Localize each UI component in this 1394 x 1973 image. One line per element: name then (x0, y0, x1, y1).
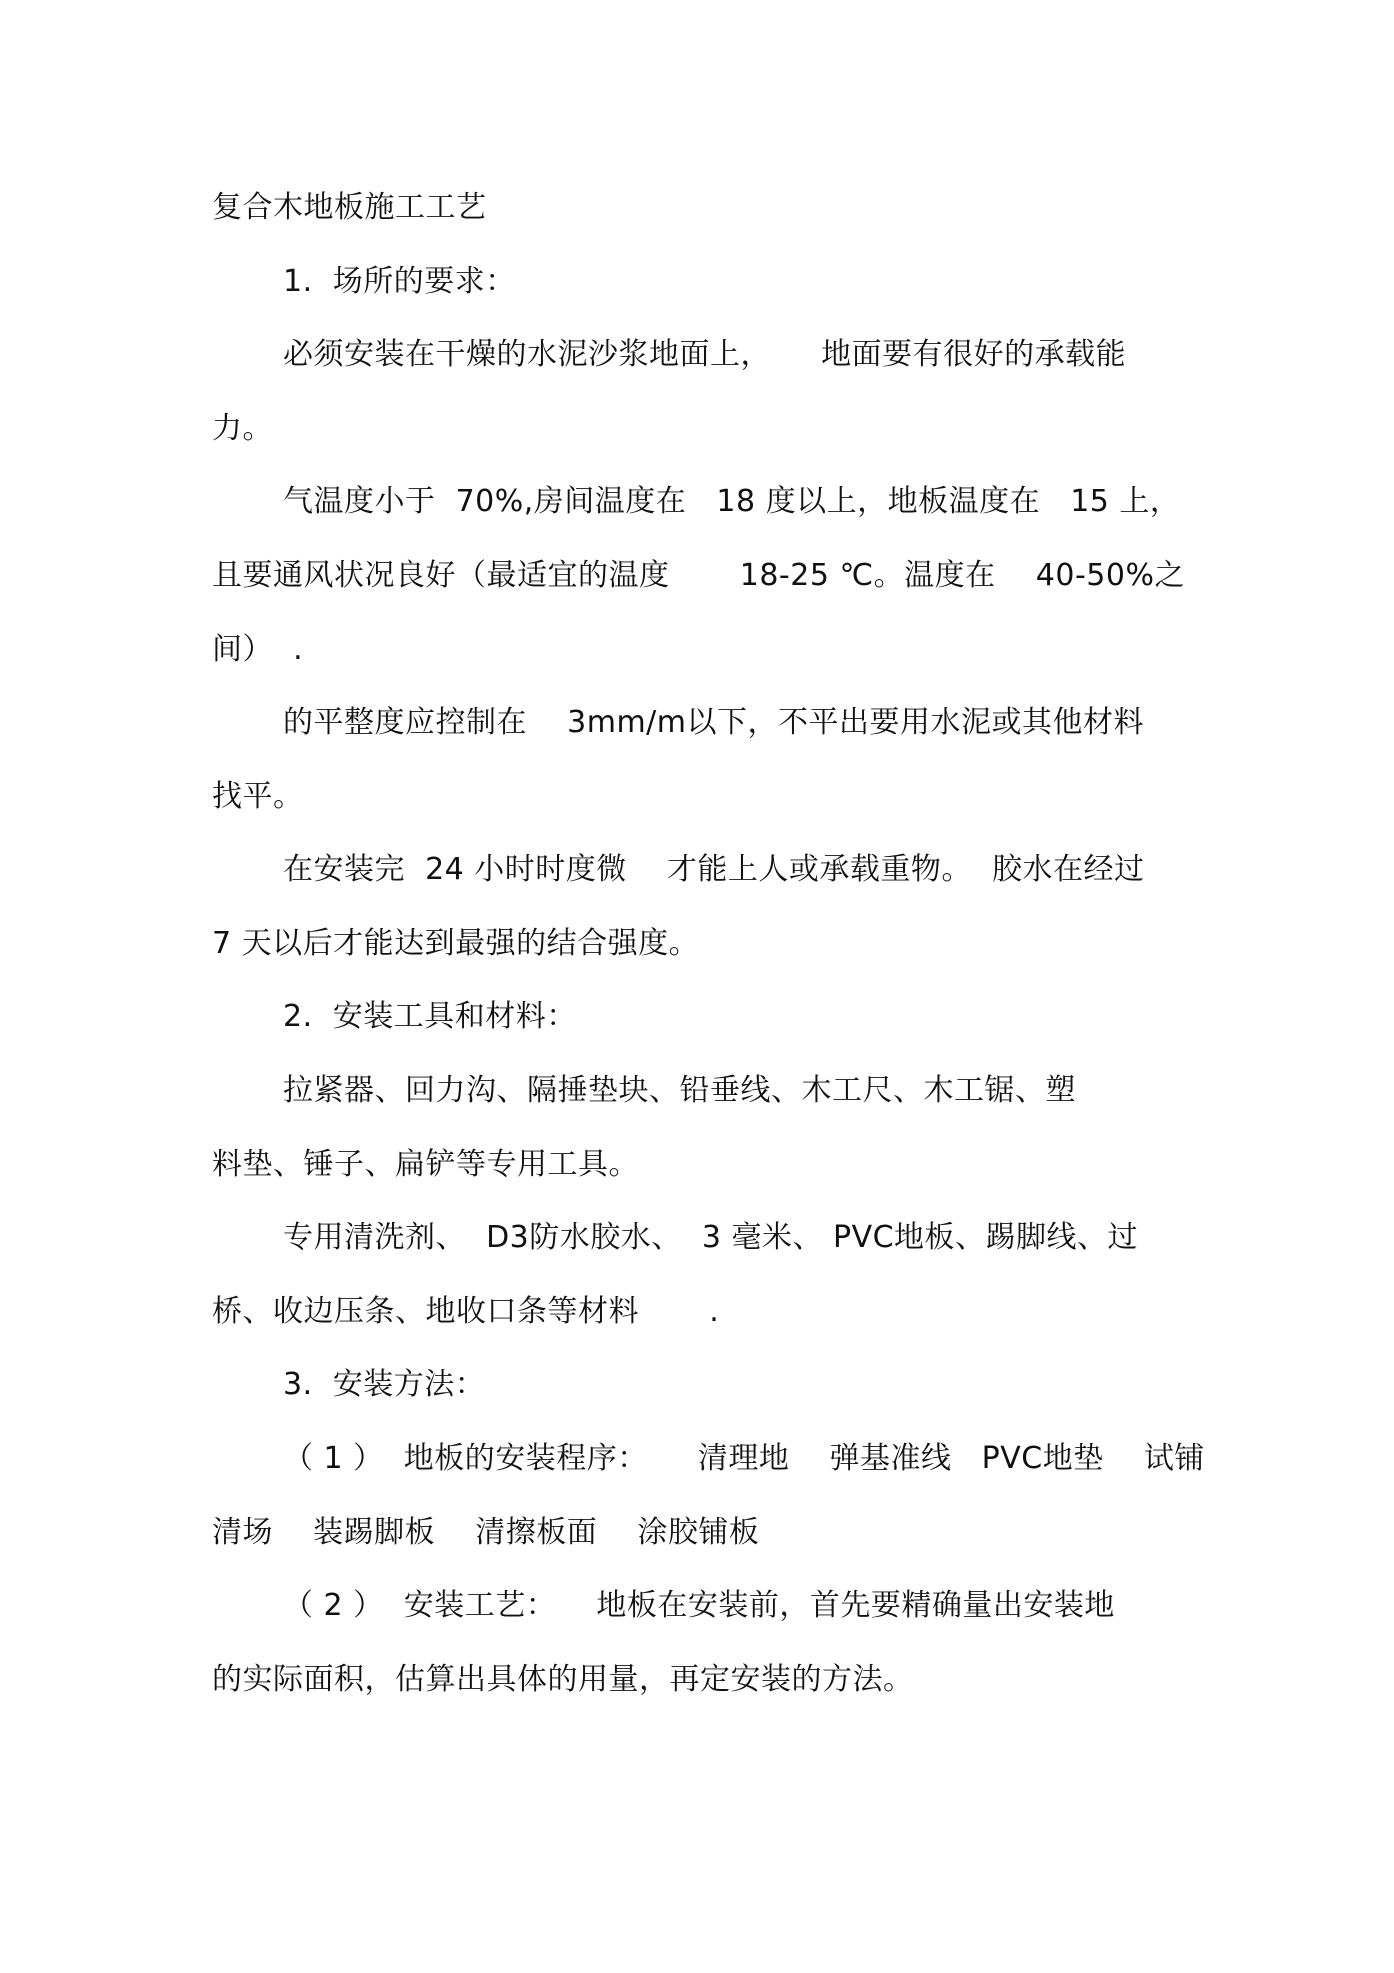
paragraph-line: 在安装完 24 小时时度微 才能上人或承载重物。 胶水在经过 (283, 852, 1145, 887)
section-2-heading: 2. 安装工具和材料： (283, 999, 577, 1034)
paragraph-line: 间） . (212, 632, 304, 667)
paragraph-line: （ 2 ） 安装工艺： 地板在安装前，首先要精确量出安装地 (283, 1588, 1115, 1623)
paragraph-line: 的平整度应控制在 3mm/m以下，不平出要用水泥或其他材料 (283, 705, 1145, 740)
document-title: 复合木地板施工工艺 (212, 190, 487, 225)
paragraph-line: （ 1 ） 地板的安装程序： 清理地 弹基准线 PVC地垫 试铺 (283, 1441, 1205, 1476)
paragraph-line: 料垫、锤子、扁铲等专用工具。 (212, 1147, 639, 1182)
paragraph-line: 桥、收边压条、地收口条等材料 . (212, 1294, 720, 1329)
paragraph-line: 找平。 (212, 779, 304, 814)
section-3-heading: 3. 安装方法： (283, 1367, 486, 1402)
paragraph-line: 的实际面积，估算出具体的用量，再定安装的方法。 (212, 1662, 914, 1697)
paragraph-line: 必须安装在干燥的水泥沙浆地面上， 地面要有很好的承载能 (283, 337, 1127, 372)
paragraph-line: 7 天以后才能达到最强的结合强度。 (212, 926, 700, 961)
paragraph-line: 且要通风状况良好（最适宜的温度 18-25 ℃。温度在 40-50%之 (212, 558, 1185, 593)
paragraph-line: 力。 (212, 411, 273, 446)
section-1-heading: 1. 场所的要求： (283, 264, 516, 299)
paragraph-line: 清场 装踢脚板 清擦板面 涂胶铺板 (212, 1515, 760, 1550)
paragraph-line: 拉紧器、回力沟、隔捶垫块、铅垂线、木工尺、木工锯、塑 (283, 1073, 1076, 1108)
paragraph-line: 专用清洗剂、 D3防水胶水、 3 毫米、 PVC地板、踢脚线、过 (283, 1220, 1139, 1255)
paragraph-line: 气温度小于 70%,房间温度在 18 度以上，地板温度在 15 上， (283, 484, 1181, 519)
